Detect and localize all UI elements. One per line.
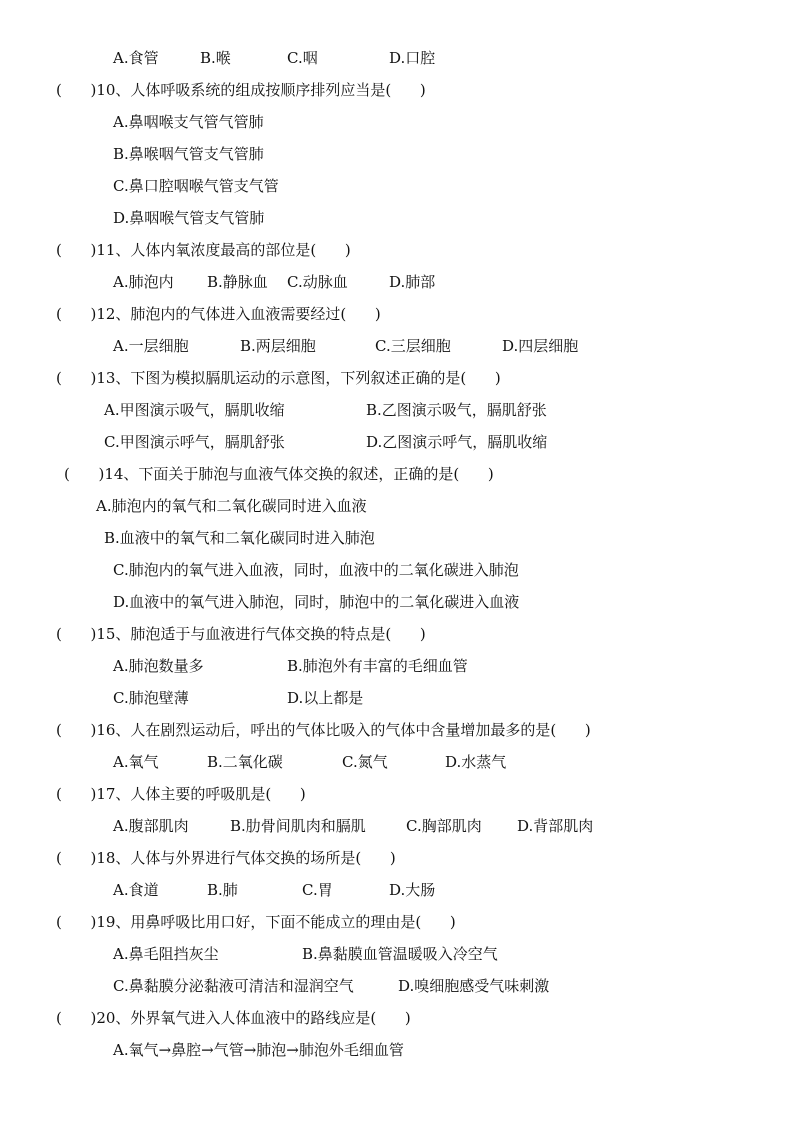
answer-option: D.嗅细胞感受气味刺激 — [398, 977, 550, 995]
answer-option: D.血液中的氧气进入肺泡，同时，肺泡中的二氧化碳进入血液 — [113, 593, 520, 611]
answer-option: A.鼻毛阻挡灰尘 — [113, 945, 219, 963]
answer-option: C.鼻口腔咽喉气管支气管 — [113, 177, 279, 195]
answer-option: C.三层细胞 — [375, 337, 451, 355]
question-stem: ( )16、人在剧烈运动后，呼出的气体比吸入的气体中含量增加最多的是( ) — [56, 721, 591, 739]
answer-option: A.食管 — [113, 49, 159, 67]
answer-option: A.氧气→鼻腔→气管→肺泡→肺泡外毛细血管 — [113, 1041, 404, 1059]
answer-option: A.肺泡内 — [113, 273, 174, 291]
answer-option: D.乙图演示呼气，膈肌收缩 — [366, 433, 548, 451]
question-stem: ( )17、人体主要的呼吸肌是( ) — [56, 785, 306, 803]
answer-option: B.肺泡外有丰富的毛细血管 — [287, 657, 468, 675]
answer-option: D.大肠 — [389, 881, 436, 899]
answer-option: B.肋骨间肌肉和膈肌 — [230, 817, 366, 835]
answer-option: A.腹部肌肉 — [113, 817, 189, 835]
answer-option: D.水蒸气 — [445, 753, 507, 771]
answer-option: D.鼻咽喉气管支气管肺 — [113, 209, 265, 227]
answer-option: B.乙图演示吸气，膈肌舒张 — [366, 401, 547, 419]
question-stem: ( )11、人体内氧浓度最高的部位是( ) — [56, 241, 351, 259]
answer-option: B.血液中的氧气和二氧化碳同时进入肺泡 — [104, 529, 375, 547]
question-stem: ( )19、用鼻呼吸比用口好，下面不能成立的理由是( ) — [56, 913, 456, 931]
question-stem: ( )13、下图为模拟膈肌运动的示意图，下列叙述正确的是( ) — [56, 369, 501, 387]
answer-option: C.动脉血 — [287, 273, 348, 291]
answer-option: C.肺泡内的氧气进入血液，同时，血液中的二氧化碳进入肺泡 — [113, 561, 519, 579]
question-stem: ( )18、人体与外界进行气体交换的场所是( ) — [56, 849, 396, 867]
answer-option: A.一层细胞 — [113, 337, 189, 355]
answer-option: A.肺泡数量多 — [113, 657, 204, 675]
answer-option: C.胸部肌肉 — [406, 817, 482, 835]
answer-option: D.肺部 — [389, 273, 436, 291]
answer-option: D.口腔 — [389, 49, 436, 67]
question-stem: ( )12、肺泡内的气体进入血液需要经过( ) — [56, 305, 381, 323]
answer-option: A.氧气 — [113, 753, 159, 771]
answer-option: B.鼻黏膜血管温暖吸入冷空气 — [302, 945, 498, 963]
answer-option: D.以上都是 — [287, 689, 364, 707]
question-stem: ( )14、下面关于肺泡与血液气体交换的叙述，正确的是( ) — [64, 465, 494, 483]
answer-option: D.背部肌肉 — [517, 817, 594, 835]
answer-option: C.胃 — [302, 881, 333, 899]
answer-option: C.氮气 — [342, 753, 388, 771]
answer-option: C.鼻黏膜分泌黏液可清洁和湿润空气 — [113, 977, 354, 995]
answer-option: A.肺泡内的氧气和二氧化碳同时进入血液 — [96, 497, 367, 515]
answer-option: A.鼻咽喉支气管气管肺 — [113, 113, 264, 131]
answer-option: B.鼻喉咽气管支气管肺 — [113, 145, 264, 163]
answer-option: C.咽 — [287, 49, 318, 67]
answer-option: A.食道 — [113, 881, 159, 899]
question-stem: ( )10、人体呼吸系统的组成按顺序排列应当是( ) — [56, 81, 426, 99]
answer-option: B.二氧化碳 — [207, 753, 283, 771]
question-stem: ( )15、肺泡适于与血液进行气体交换的特点是( ) — [56, 625, 426, 643]
answer-option: C.肺泡壁薄 — [113, 689, 189, 707]
answer-option: D.四层细胞 — [502, 337, 579, 355]
answer-option: B.静脉血 — [207, 273, 268, 291]
question-stem: ( )20、外界氧气进入人体血液中的路线应是( ) — [56, 1009, 411, 1027]
answer-option: B.两层细胞 — [240, 337, 316, 355]
answer-option: B.肺 — [207, 881, 238, 899]
answer-option: C.甲图演示呼气，膈肌舒张 — [104, 433, 285, 451]
answer-option: B.喉 — [200, 49, 231, 67]
answer-option: A.甲图演示吸气，膈肌收缩 — [104, 401, 285, 419]
